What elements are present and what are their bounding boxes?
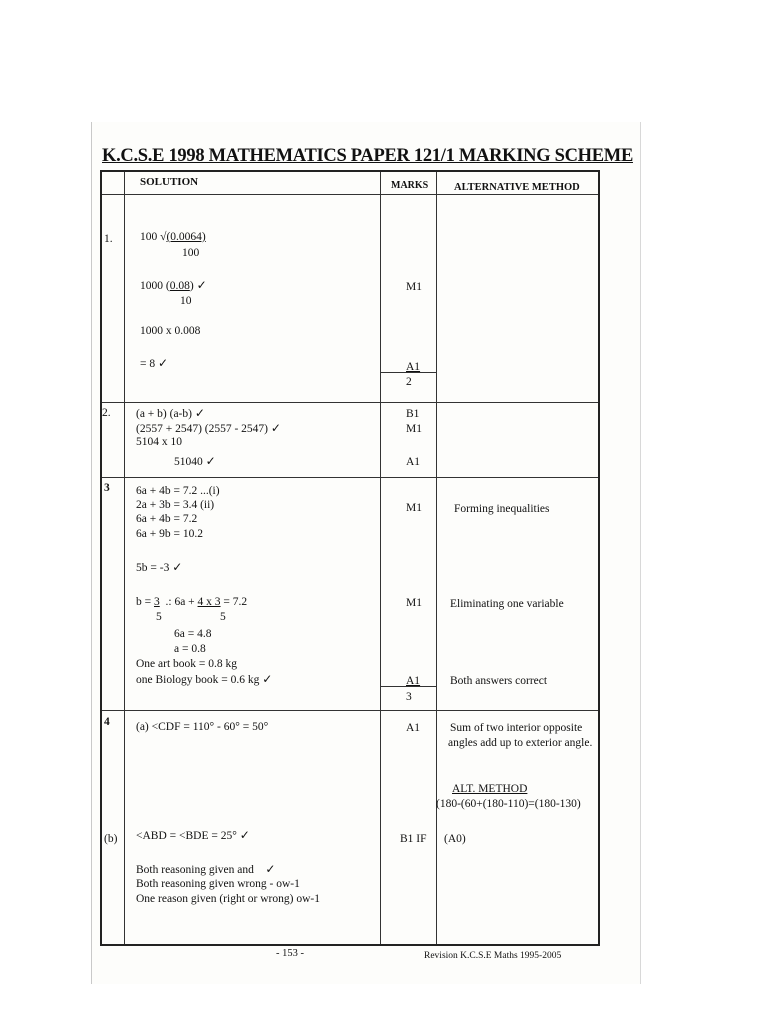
- check-icon: ✓: [262, 672, 273, 686]
- row-divider-3: [102, 710, 598, 711]
- check-icon: ✓: [205, 454, 216, 468]
- q3-number: 3: [104, 482, 110, 494]
- q3-total-line: [380, 686, 436, 687]
- q1-total-line: [380, 372, 436, 373]
- check-icon: ✓: [239, 828, 250, 842]
- marking-scheme-table: [100, 170, 600, 946]
- check-icon: ✓: [194, 406, 205, 420]
- q1-line1: 100 √(0.0064): [140, 231, 206, 243]
- q3-total: 3: [406, 691, 412, 703]
- q3-line6-den2: 5: [220, 611, 226, 623]
- q3-line6-den: 5: [156, 611, 162, 623]
- q4-mark-b1: B1 IF: [400, 833, 427, 845]
- q1-line1-denominator: 100: [182, 247, 200, 259]
- q4-alt-b: (A0): [444, 833, 466, 845]
- header-alternative: ALTERNATIVE METHOD: [454, 182, 580, 193]
- q3-line2: 2a + 3b = 3.4 (ii): [136, 499, 215, 511]
- q4-alt-expression: (180-(60+(180-110)=(180-130): [436, 798, 581, 810]
- check-icon: ✓: [172, 560, 183, 574]
- q3-line8: a = 0.8: [174, 643, 206, 655]
- q3-line7: 6a = 4.8: [174, 628, 212, 640]
- q4-reason-1: Both reasoning given and ✓: [136, 862, 276, 876]
- row-divider-2: [102, 477, 598, 478]
- q4-reason-2: Both reasoning given wrong - ow-1: [136, 878, 300, 890]
- q3-line3: 6a + 4b = 7.2: [136, 513, 198, 525]
- q2-line3: 5104 x 10: [136, 436, 182, 448]
- q3-mark-m1b: M1: [406, 597, 422, 609]
- header-marks: MARKS: [391, 180, 429, 191]
- q2-mark-b1: B1: [406, 408, 420, 420]
- q1-mark-a1: A1: [406, 361, 421, 373]
- check-icon: ✓: [270, 421, 281, 435]
- q4-part-b-label: (b): [104, 833, 118, 845]
- q4-mark-a1: A1: [406, 722, 421, 734]
- header-solution: SOLUTION: [140, 176, 199, 188]
- q1-line2: 1000 (0.08) ✓: [140, 278, 207, 292]
- q1-mark-m1: M1: [406, 281, 422, 293]
- q2-line2: (2557 + 2547) (2557 - 2547) ✓: [136, 421, 281, 435]
- q3-mark-m1: M1: [406, 502, 422, 514]
- q3-alt-3: Both answers correct: [450, 675, 548, 687]
- page-number: - 153 -: [276, 948, 304, 959]
- footer-source: Revision K.C.S.E Maths 1995-2005: [424, 951, 562, 961]
- q4-reason-3: One reason given (right or wrong) ow-1: [136, 893, 320, 905]
- q3-alt-1: Forming inequalities: [454, 503, 550, 515]
- col-divider-marks: [436, 172, 437, 944]
- q3-line1: 6a + 4b = 7.2 ...(i): [136, 485, 220, 497]
- q1-line4: = 8 ✓: [140, 356, 169, 370]
- q2-number: 2.: [102, 407, 111, 419]
- q3-mark-a1: A1: [406, 675, 421, 687]
- header-divider: [102, 194, 598, 195]
- q2-line4: 51040 ✓: [174, 454, 216, 468]
- q3-line5: 5b = -3 ✓: [136, 560, 183, 574]
- q4-part-a: (a) <CDF = 110° - 60° = 50°: [136, 721, 269, 733]
- q1-line2-denominator: 10: [180, 295, 192, 307]
- col-divider-solution: [380, 172, 381, 944]
- q3-line4: 6a + 9b = 10.2: [136, 528, 203, 540]
- check-icon: ✓: [196, 278, 207, 292]
- page-title: K.C.S.E 1998 MATHEMATICS PAPER 121/1 MARKING SCHEME: [102, 146, 633, 166]
- q3-line9: One art book = 0.8 kg: [136, 658, 238, 670]
- q4-alt-a-line2: angles add up to exterior angle.: [448, 737, 593, 749]
- check-icon: ✓: [158, 356, 169, 370]
- q4-number: 4: [104, 716, 110, 728]
- q2-mark-a1: A1: [406, 456, 421, 468]
- q2-line1: (a + b) (a-b) ✓: [136, 406, 205, 420]
- q1-total: 2: [406, 376, 412, 388]
- q1-line3: 1000 x 0.008: [140, 325, 201, 337]
- q4-alt-a-line1: Sum of two interior opposite: [450, 722, 583, 734]
- q4-part-b: <ABD = <BDE = 25° ✓: [136, 828, 250, 842]
- row-divider-1: [102, 402, 598, 403]
- q3-line6: b = 3 .: 6a + 4 x 3 = 7.2: [136, 596, 248, 608]
- check-icon: ✓: [265, 862, 276, 876]
- q3-line10: one Biology book = 0.6 kg ✓: [136, 672, 273, 686]
- q2-mark-m1: M1: [406, 423, 422, 435]
- q4-alt-method-heading: ALT. METHOD: [452, 783, 528, 795]
- q3-alt-2: Eliminating one variable: [450, 598, 564, 610]
- col-divider-num: [124, 172, 125, 944]
- q1-number: 1.: [104, 233, 113, 245]
